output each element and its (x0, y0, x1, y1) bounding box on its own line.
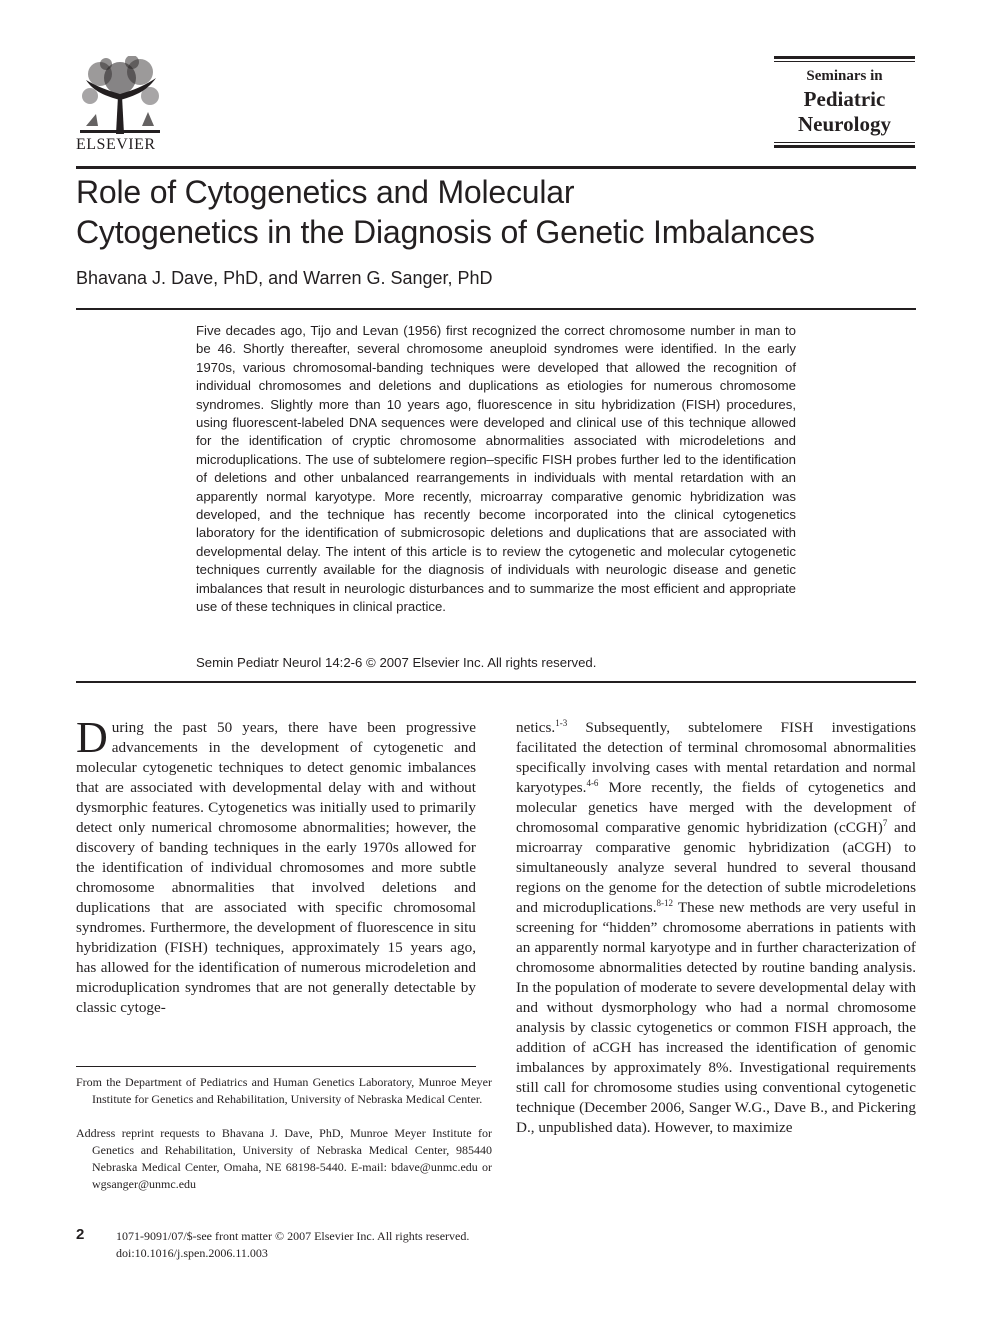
body-left-text: uring the past 50 years, there have been progressive advancements in the development of cytogenetic and molecular cytogenetic techniques to detect genomic imbalances that are associated with developmental delay with and without dysmorphic features. Cytogenetics was initially used to primarily detect only numerical chromosome abnormalities; however, the discovery of banding techniques in the early 1970s allowed for the identification of individual chromosomes and more subtle chromosome abnormalities that involved deletions and duplications that are associated with specific chromosomal syndromes. Furthermore, the development of fluorescence in situ hybridization (FISH) techniques, approximately 15 years ago, has allowed for the identification of numerous microdeletion and microduplication syndromes that are not generally detectable by classic cytoge- (76, 719, 476, 1016)
footnote-reprint: Address reprint requests to Bhavana J. Dave, PhD, Munroe Meyer Institute for Genetics and Rehabilitation, University of Nebraska Medical Center, 985440 Nebraska Medical Center, Omaha, NE 68198-5440. E-mail: bdave@unmc.edu or wgsanger@unmc.edu (76, 1126, 492, 1191)
journal-name (774, 62, 915, 142)
reference-link[interactable]: 1-3 (555, 717, 568, 728)
body-column-left (76, 713, 476, 1018)
journal-name-line1: Seminars in (806, 68, 883, 84)
masthead-rule-bottom-thin (774, 142, 915, 143)
abstract-rule-bottom (76, 681, 916, 683)
masthead-rule-bottom (774, 145, 915, 148)
abstract-text: Five decades ago, Tijo and Levan (1956) first recognized the correct chromosome number in man to be 46. Shortly thereafter, several chromosome aneuploid syndromes were identified. In the early 1970s, various chromosomal-banding techniques were developed that allowed the recognition of individual chromosomes and deletions and duplications as etiologies for numerous chromosome syndromes. Slightly more than 10 years ago, fluorescence in situ hybridization (FISH) procedures, using fluorescent-labeled DNA sequences were developed and clinical use of this technique allowed for the identification of cryptic chromosome abnormalities associated with microdeletions and microduplications. The use of subtelomere region–specific FISH probes further led to the identification of deletions and other unbalanced rearrangements in individuals with mental retardation with an apparently normal karyotype. More recently, microarray comparative genomic hybridization was developed, and the technique has recently become incorporated into the clinical cytogenetics laboratory for the identification of submicrosopic deletions and duplications that are associated with developmental delay. The intent of this article is to review the cytogenetic and molecular cytogenetic techniques currently available for the diagnosis of individuals with neurologic disease and genetic imbalances that result in neurologic disturbances and to summarize the most efficient and appropriate use of these techniques in clinical practice. (196, 323, 796, 615)
journal-name-line2: Pediatric (803, 87, 886, 111)
title-line-1: Role of Cytogenetics and Molecular (76, 174, 575, 210)
reference-link[interactable]: 4-6 (586, 777, 599, 788)
page-number: 2 (76, 1226, 85, 1243)
footer-doi[interactable]: doi:10.1016/j.spen.2006.11.003 (116, 1246, 268, 1260)
article-title (76, 172, 916, 252)
article-authors: Bhavana J. Dave, PhD, and Warren G. Sanger, PhD (76, 268, 493, 288)
abstract-citation: Semin Pediatr Neurol 14:2-6 © 2007 Elsevier Inc. All rights reserved. (196, 655, 597, 670)
masthead-rule-top (774, 56, 915, 59)
body-right-text-2: Subsequently, subtelomere FISH investigations facilitated the detection of terminal chromosomal abnormalities specifically involving cases with mental retardation and normal karyotypes. (516, 719, 916, 796)
footer-issn: 1071-9091/07/$-see front matter © 2007 Elsevier Inc. All rights reserved. (116, 1229, 470, 1243)
publisher-name: ELSEVIER (76, 136, 156, 153)
header-rule (76, 166, 916, 169)
journal-name-line3: Neurology (798, 112, 891, 136)
footnote-rule (76, 1066, 476, 1067)
body-right-text-3: More recently, the fields of cytogenetics and molecular genetics have merged with the development of chromosomal comparative genomic hybridization (cCGH) (516, 779, 916, 836)
journal-masthead (774, 56, 915, 156)
publisher-logo (76, 56, 166, 156)
body-right-text-1: netics. (516, 719, 556, 736)
footnote-affiliation: From the Department of Pediatrics and Human Genetics Laboratory, Munroe Meyer Institute for Genetics and Rehabilitation, University of Nebraska Medical Center. (76, 1075, 492, 1106)
body-right-text-5: These new methods are very useful in screening for “hidden” chromosome aberrations in patients with an apparently normal karyotype and in further characterization of chromosome abnormalities detected by routine banding analysis. In the population of moderate to severe developmental delay with and without dysmorphology who had a normal chromosome analysis by classic cytogenetics or common FISH approach, the addition of aCGH has increased the identification of genomic imbalances by approximately 8%. Investigational requirements still call for chromosome studies using conventional cytogenetic technique (December 2006, Sanger W.G., Dave B., and Pickering D., unpublished data). However, to maximize (516, 899, 917, 1136)
drop-cap: D (76, 713, 108, 762)
footer-info (116, 1228, 616, 1262)
elsevier-tree-icon (76, 56, 164, 134)
title-line-2: Cytogenetics in the Diagnosis of Genetic Imbalances (76, 214, 815, 250)
body-column-right (516, 718, 916, 1138)
abstract-rule-top (76, 308, 916, 310)
reference-link[interactable]: 8-12 (656, 897, 674, 908)
body-right-text-4: and microarray comparative genomic hybridization (aCGH) to simultaneously analyze several hundred to several thousand regions on the genome for the detection of subtle microdeletions and microduplications. (516, 819, 916, 916)
reference-link[interactable]: 7 (882, 817, 888, 828)
